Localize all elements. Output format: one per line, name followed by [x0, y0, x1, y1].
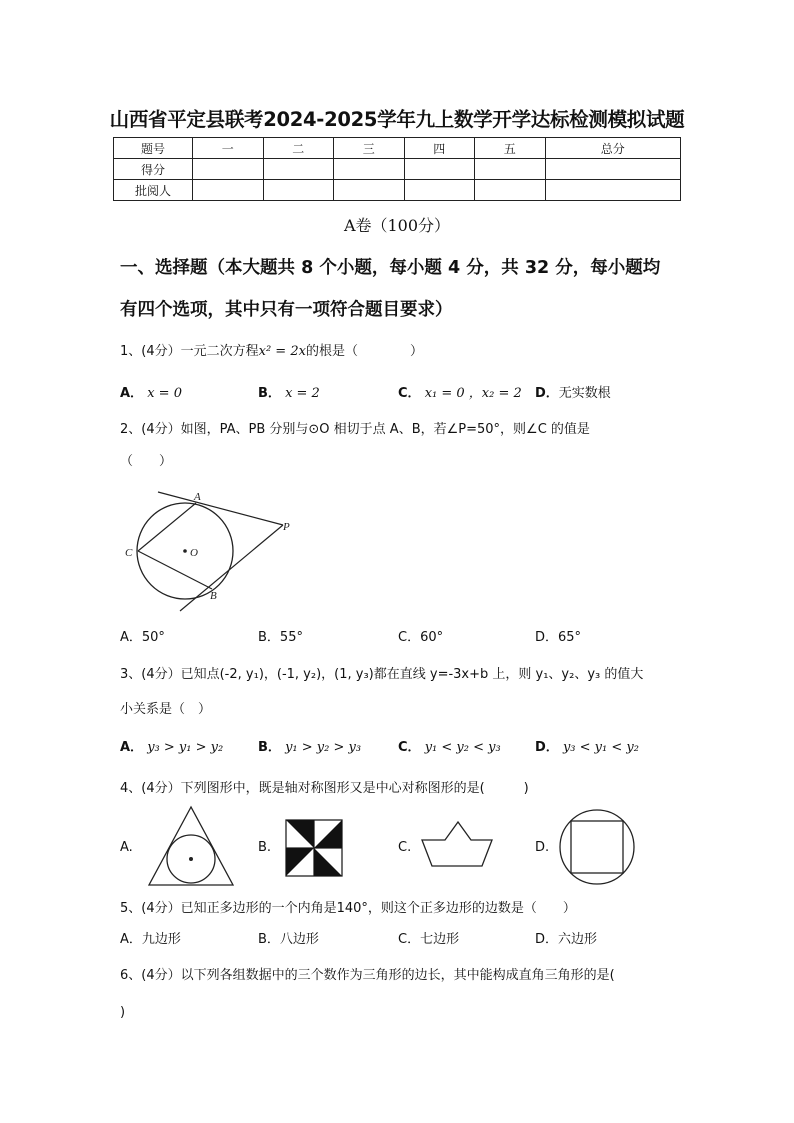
- q5-stem: 5、(4分）已知正多边形的一个内角是140°，则这个正多边形的边数是（ ）: [120, 901, 576, 916]
- table-cell: [545, 180, 681, 201]
- option-letter: B．: [258, 386, 281, 401]
- option-letter: C．: [398, 386, 421, 401]
- part1-heading-line2: 有四个选项，其中只有一项符合题目要求）: [120, 300, 453, 320]
- option-text: y₃ > y₁ > y₂: [147, 740, 224, 755]
- q2-paren: （ ）: [120, 454, 173, 469]
- table-cell: 总分: [545, 138, 681, 159]
- part1-heading-line1: 一、选择题（本大题共 8 个小题，每小题 4 分，共 32 分，每小题均: [120, 258, 661, 278]
- table-cell: [263, 159, 334, 180]
- table-cell: [193, 159, 264, 180]
- table-row: [114, 159, 681, 180]
- table-cell: 三: [334, 138, 405, 159]
- q4-option-a-letter: A.: [120, 840, 133, 855]
- table-cell: [475, 159, 546, 180]
- q3-stem-line1: 3、(4分）已知点(-2, y₁)，(-1, y₂)，(1, y₃)都在直线 y=-3x+b 上，则 y₁、y₂、y₃ 的值大: [120, 667, 644, 682]
- table-cell: 五: [475, 138, 546, 159]
- option-letter: A．: [120, 740, 144, 755]
- q5-option-c: C．七边形: [398, 932, 460, 947]
- q4-stem: 4、(4分）下列图形中，既是轴对称图形又是中心对称图形的是( ): [120, 781, 529, 796]
- q1-option-a: [120, 382, 182, 401]
- q1-equation: x² = 2x: [258, 344, 306, 359]
- q4-option-b-letter: B.: [258, 840, 272, 855]
- score-table-header-row: [114, 138, 681, 159]
- section-a-title: A卷（100分）: [343, 216, 451, 235]
- table-cell: [404, 159, 475, 180]
- table-cell: [193, 180, 264, 201]
- q1-option-d: [535, 382, 611, 401]
- q1-stem-post: 的根是（ ）: [305, 344, 423, 359]
- q5-option-b: B．八边形: [258, 932, 319, 947]
- q6-stem-line2: ): [120, 1005, 126, 1020]
- table-cell: 得分: [114, 159, 193, 180]
- table-cell: [334, 180, 405, 201]
- table-row: [114, 180, 681, 201]
- label-o: O: [190, 547, 198, 559]
- q4-pinwheel-figure: [284, 818, 344, 878]
- score-table: [113, 137, 681, 201]
- q3-option-b: [258, 736, 361, 755]
- exam-title: 山西省平定县联考2024-2025学年九上数学开学达标检测模拟试题: [109, 108, 685, 131]
- q5-option-a: A．九边形: [120, 932, 181, 947]
- table-cell: [404, 180, 475, 201]
- table-cell: 二: [263, 138, 334, 159]
- center-dot: [183, 549, 187, 553]
- option-letter: D．: [535, 740, 559, 755]
- q1-stem-pre: 1、(4分）一元二次方程: [120, 344, 259, 359]
- q1-option-b: [258, 382, 320, 401]
- option-letter: A．: [120, 386, 144, 401]
- q3-option-a: [120, 736, 223, 755]
- table-cell: 一: [193, 138, 264, 159]
- chord-ca: [138, 503, 196, 551]
- option-text: y₃ < y₁ < y₂: [562, 740, 639, 755]
- option-text: y₁ > y₂ > y₃: [285, 740, 362, 755]
- q1-option-c: [398, 382, 522, 401]
- table-cell: 题号: [114, 138, 193, 159]
- table-cell: [475, 180, 546, 201]
- option-letter: C．: [398, 740, 421, 755]
- table-cell: [263, 180, 334, 201]
- label-a: A: [194, 491, 201, 503]
- option-text: x₁ = 0 ，x₂ = 2: [424, 386, 522, 401]
- table-cell: [545, 159, 681, 180]
- table-cell: [334, 159, 405, 180]
- q2-option-b: B．55°: [258, 630, 303, 645]
- q2-option-d: D．65°: [535, 630, 582, 645]
- q4-circle-square-figure: [557, 807, 637, 887]
- option-text: y₁ < y₂ < y₃: [424, 740, 501, 755]
- tangent-pa: [158, 492, 283, 525]
- q2-option-a: A．50°: [120, 630, 165, 645]
- q4-option-c-letter: C.: [398, 840, 412, 855]
- option-letter: B．: [258, 740, 281, 755]
- option-text: x = 0: [147, 386, 182, 401]
- q3-option-d: [535, 736, 639, 755]
- q4-crown-boat-figure: [420, 820, 494, 870]
- q5-option-d: D．六边形: [535, 932, 598, 947]
- q2-option-c: C．60°: [398, 630, 444, 645]
- q1-stem: [120, 340, 423, 359]
- table-cell: 四: [404, 138, 475, 159]
- table-cell: 批阅人: [114, 180, 193, 201]
- q3-stem-line2: 小关系是（ ）: [120, 702, 212, 717]
- label-p: P: [283, 521, 290, 533]
- q2-circle-tangent-figure: [120, 488, 305, 613]
- option-text: x = 2: [285, 386, 320, 401]
- q4-triangle-circle-figure: [146, 805, 238, 887]
- option-text: 无实数根: [558, 386, 611, 401]
- q2-stem: 2、(4分）如图，PA、PB 分别与⊙O 相切于点 A、B，若∠P=50°，则∠C 的值是: [120, 422, 590, 437]
- q3-option-c: [398, 736, 501, 755]
- q6-stem-line1: 6、(4分）以下列各组数据中的三个数作为三角形的边长，其中能构成直角三角形的是(: [120, 968, 615, 983]
- option-letter: D．: [535, 386, 559, 401]
- label-b: B: [210, 590, 217, 602]
- label-c: C: [125, 547, 133, 559]
- q4-option-d-letter: D.: [535, 840, 550, 855]
